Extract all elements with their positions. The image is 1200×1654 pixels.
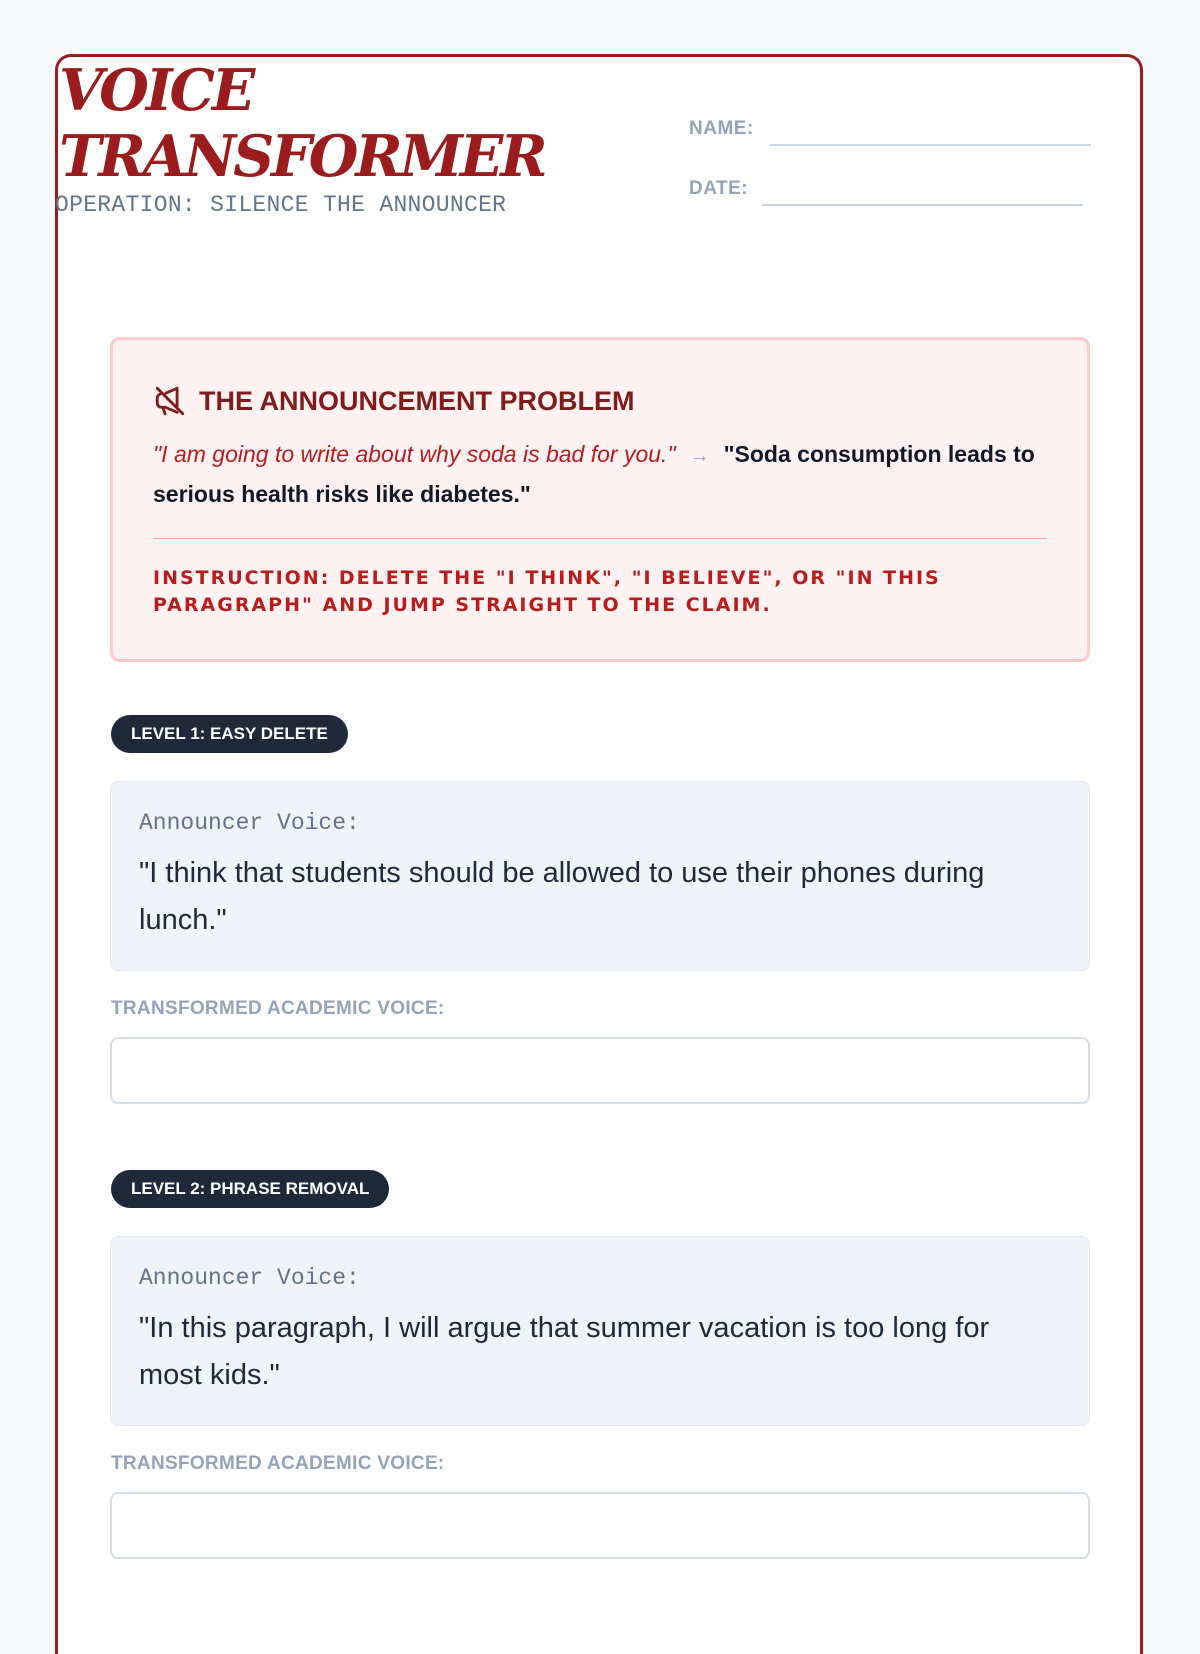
announcer-voice-text: "I think that students should be allowed to use their phones during lunch." [139,857,985,936]
level-2-announcer-box [110,1236,1090,1426]
name-label: NAME: [689,118,754,139]
date-label: DATE: [689,178,749,199]
announcer-voice-label: Announcer Voice: [139,810,360,836]
page-subtitle: OPERATION: SILENCE THE ANNOUNCER [55,192,507,218]
megaphone-off-icon [153,384,187,418]
name-line[interactable] [770,144,1091,146]
level-1-answer-input[interactable] [110,1037,1090,1104]
date-field [689,174,1089,210]
example-transformation [153,435,1053,513]
arrow-right-icon: → [689,445,710,467]
announcer-voice-label: Announcer Voice: [139,1265,360,1291]
good-example: "Soda consumption leads to serious health risks like diabetes." [153,441,1035,507]
level-1-announcer-box [110,781,1090,971]
level-2-answer-label: TRANSFORMED ACADEMIC VOICE: [111,1453,445,1474]
announcer-voice-text: "In this paragraph, I will argue that summer vacation is too long for most kids." [139,1312,990,1391]
bad-example: "I am going to write about why soda is bad for you." [153,441,676,467]
level-1-answer-label: TRANSFORMED ACADEMIC VOICE: [111,998,445,1019]
level-1-badge: LEVEL 1: EASY DELETE [111,715,348,753]
problem-heading [153,384,635,418]
problem-title: THE ANNOUNCEMENT PROBLEM [199,385,635,416]
date-line[interactable] [762,204,1083,206]
level-2-answer-input[interactable] [110,1492,1090,1559]
level-2-badge: LEVEL 2: PHRASE REMOVAL [111,1170,389,1208]
instruction-text: INSTRUCTION: DELETE THE "I THINK", "I BELIEVE", OR "IN THIS PARAGRAPH" AND JUMP STRAIGHT TO THE CLAIM. [153,567,941,616]
divider [153,538,1047,539]
name-field [689,114,1089,150]
page-title: VOICE TRANSFORMER [59,57,545,190]
announcement-problem-box [110,337,1090,662]
